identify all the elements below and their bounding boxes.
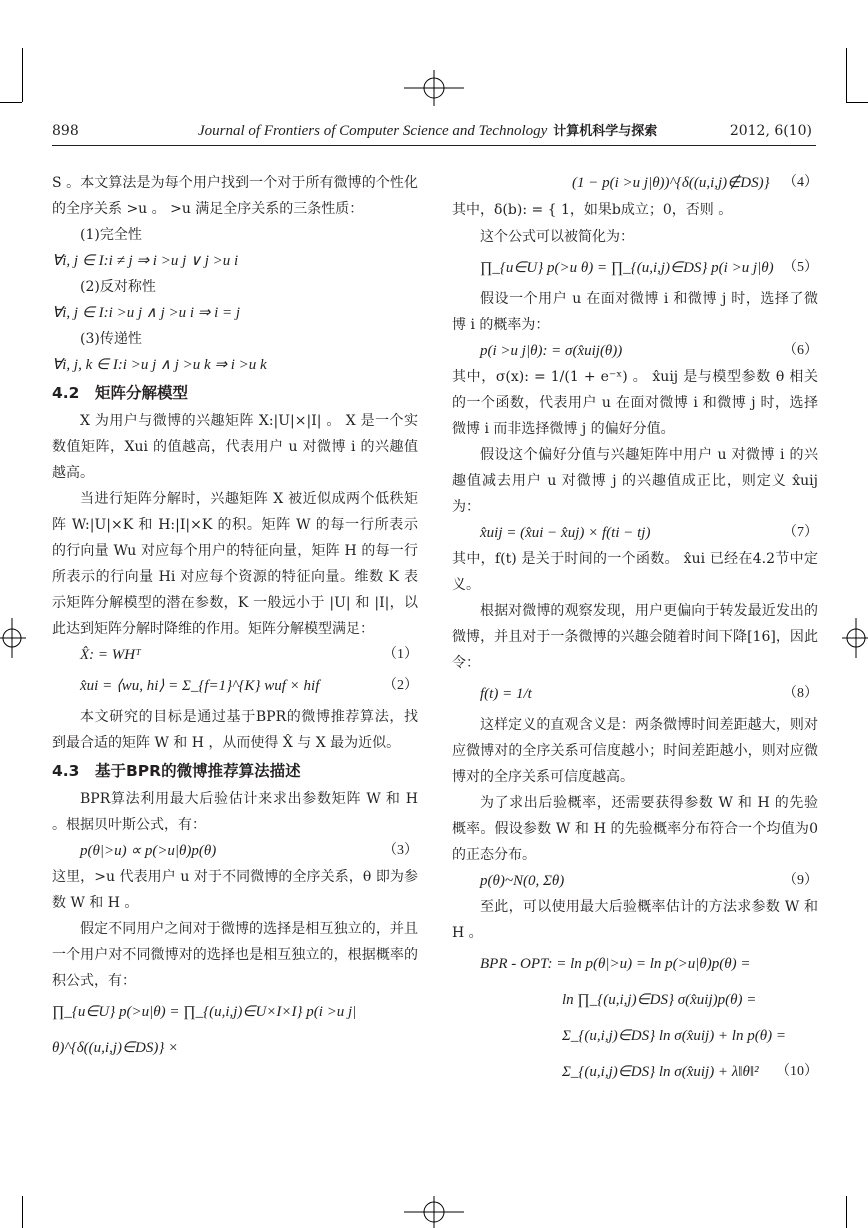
crop-mark-top-left-h [0,102,22,103]
equation [452,1054,818,1090]
journal-title-cn: 计算机科学与探索 [553,124,658,139]
property-formula: ∀i, j, k ∈ I:i >u j ∧ j >u k ⇒ i >u k [52,357,267,373]
equation-number: （5） [783,260,818,275]
registration-mark-top-icon [404,70,464,106]
equation-body: p(θ|>u) ∝ p(>u|θ)p(θ) [80,843,217,859]
registration-mark-left-icon [0,618,26,658]
equation [52,838,418,864]
equation [452,676,818,712]
equation [52,668,418,704]
registration-mark-bottom-icon [404,1196,464,1228]
running-head [52,120,812,142]
equation [452,868,818,894]
equation [452,250,818,286]
paragraph: S 。本文算法是为每个用户找到一个对于所有微博的个性化的全序关系 >u 。 >u 满足全序关系的三条性质： [52,175,418,217]
equation [452,338,818,364]
paragraph: 假设这个偏好分值与兴趣矩阵中用户 u 对微博 i 的兴趣值减去用户 u 对微博 j 的兴趣值成正比，则定义 x̂uij 为： [452,447,818,515]
equation [52,642,418,668]
paragraph: 其中，f(t) 是关于时间的一个函数。 x̂ui 已经在4.2节中定义。 [452,551,818,593]
paragraph: 这样定义的直观含义是：两条微博时间差距越大，则对应微博对的全序关系可信度越小；时间差距越小，则对应微博对的全序关系可信度越高。 [452,717,818,785]
paragraph: 当进行矩阵分解时，兴趣矩阵 X 被近似成两个低秩矩阵 W:|U|×K 和 H:|I|×K 的积。矩阵 W 的每一行所表示的行向量 Wu 对应每个用户的特征向量，矩阵 H 的每一行所表示的行向量 Hi 对应每个资源的特征向量。维数 K 表示矩阵分解模型的潜在参数，K 一般远小于 |U| 和 |I|，以此达到矩阵分解时降维的作用。矩阵分解模型满足： [52,491,418,637]
equation-body: ln ∏_{(u,i,j)∈DS} σ(x̂uij)p(θ) = [562,992,757,1008]
crop-mark-top-right-v [846,48,847,102]
equation-body: ∏_{u∈U} p(>u θ) = ∏_{(u,i,j)∈DS} p(i >u j|θ) [480,260,774,276]
paragraph: 假设一个用户 u 在面对微博 i 和微博 j 时，选择了微博 i 的概率为： [452,291,818,333]
equation-body: BPR - OPT: = ln p(θ|>u) = ln p(>u|θ)p(θ) = [480,956,751,972]
equation [452,1018,818,1054]
equation-number: （7） [783,525,818,540]
paragraph: 假定不同用户之间对于微博的选择是相互独立的，并且一个用户对不同微博对的选择也是相互独立的，根据概率的积公式，有： [52,921,418,989]
crop-mark-bottom-left [22,1196,23,1228]
equation-number: （10） [776,1064,818,1079]
header-rule [52,145,816,146]
paragraph: BPR算法利用最大后验估计来求出参数矩阵 W 和 H 。根据贝叶斯公式，有： [52,791,418,833]
crop-mark-top-right-h [846,102,868,103]
equation-number: （8） [783,686,818,701]
section-heading: 4.3 基于BPR的微博推荐算法描述 [52,762,301,780]
property-title: (1)完全性 [80,227,142,243]
equation [52,994,418,1066]
crop-mark-bottom-right [846,1196,847,1228]
equation-body: x̂uij = (x̂ui − x̂uj) × f(ti − tj) [480,525,651,541]
equation-number: （1） [383,647,418,662]
equation-body: x̂ui = ⟨wu, hi⟩ = Σ_{f=1}^{K} wuf × hif [80,678,320,694]
paragraph: 根据对微博的观察发现，用户更偏向于转发最近发出的微博，并且对于一条微博的兴趣会随着时间下降[16]，因此令： [452,603,818,671]
paragraph: 其中，σ(x): = 1/(1 + e⁻ˣ) 。 x̂uij 是与模型参数 θ 相关的一个函数，代表用户 u 在面对微博 i 和微博 j 时，选择微博 i 而非选择微博 j 的偏好分值。 [452,369,818,437]
paragraph: 本文研究的目标是通过基于BPR的微博推荐算法，找到最合适的矩阵 W 和 H ，从而使得 X̂ 与 X 最为近似。 [52,709,418,751]
equation-body: Σ_{(u,i,j)∈DS} ln σ(x̂uij) + ln p(θ) = [562,1028,786,1044]
equation-number: （3） [383,843,418,858]
equation-body: Σ_{(u,i,j)∈DS} ln σ(x̂uij) + λ‖θ‖² [562,1064,759,1080]
paragraph: X 为用户与微博的兴趣矩阵 X:|U|×|I| 。 X 是一个实数值矩阵，Xui 的值越高，代表用户 u 对微博 i 的兴趣值越高。 [52,413,418,481]
equation [452,982,818,1018]
equation-body: ∏_{u∈U} p(>u|θ) = ∏_{(u,i,j)∈U×I×I} p(i >u j|θ)^{δ((u,i,j)∈DS)} × [52,1004,357,1056]
issue-info: 2012, 6(10) [729,123,812,139]
registration-mark-right-icon [842,618,868,658]
equation-number: （4） [783,175,818,190]
crop-mark-top-left-v [22,48,23,102]
left-column [52,170,418,1066]
equation-body: (1 − p(i >u j|θ))^{δ((u,i,j)∉DS)} [572,175,770,191]
equation [452,170,818,196]
property-title: (3)传递性 [80,331,142,347]
section-heading: 4.2 矩阵分解模型 [52,384,188,402]
paragraph: 这里，>u 代表用户 u 对于不同微博的全序关系，θ 即为参数 W 和 H 。 [52,869,418,911]
property-formula: ∀i, j ∈ I:i ≠ j ⇒ i >u j ∨ j >u i [52,253,239,269]
paragraph: 至此，可以使用最大后验概率估计的方法求参数 W 和 H 。 [452,899,818,941]
equation-body: X̂: = WHᵀ [80,647,141,663]
equation-body: p(θ)~N(0, Σθ) [480,873,565,889]
equation [452,520,818,546]
property-title: (2)反对称性 [80,279,156,295]
paragraph: 其中，δ(b): = { 1，如果b成立；0，否则 。 [452,202,733,218]
paragraph: 这个公式可以被简化为： [480,229,634,245]
journal-title [198,120,657,143]
right-column [452,170,818,1090]
equation [452,946,818,982]
equation-number: （6） [783,343,818,358]
paragraph: 为了求出后验概率，还需要获得参数 W 和 H 的先验概率。假设参数 W 和 H 的先验概率分布符合一个均值为0的正态分布。 [452,795,818,863]
equation-number: （9） [783,873,818,888]
journal-title-en: Journal of Frontiers of Computer Science and Technology [198,123,548,139]
equation-body: f(t) = 1/t [480,686,532,702]
equation-number: （2） [383,678,418,693]
page-number: 898 [52,123,79,139]
property-formula: ∀i, j ∈ I:i >u j ∧ j >u i ⇒ i = j [52,305,241,321]
equation-body: p(i >u j|θ): = σ(x̂uij(θ)) [480,343,623,359]
